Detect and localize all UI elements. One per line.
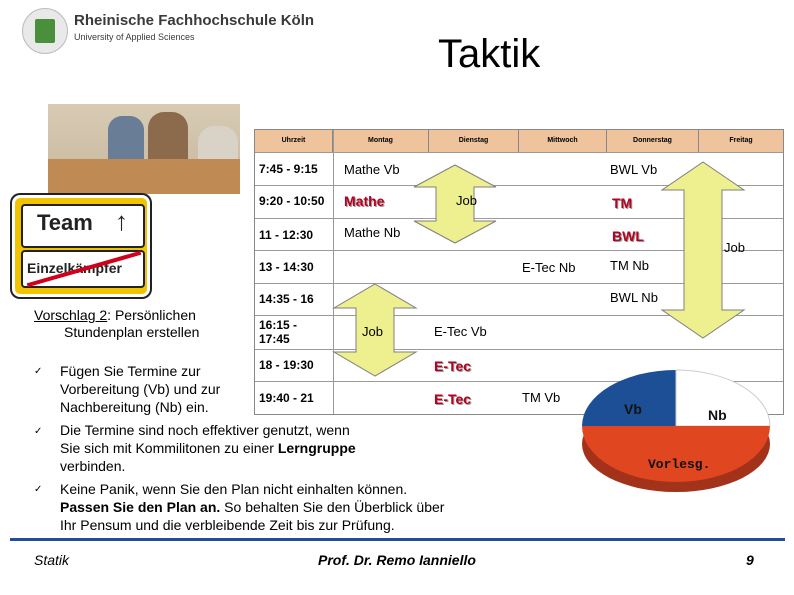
footer-left: Statik	[34, 552, 70, 568]
entry-mathe: Mathe	[344, 193, 385, 209]
pie-chart-image	[578, 366, 774, 496]
time-slot: 14:35 - 16	[259, 292, 314, 306]
vorschlag-label: Vorschlag 2	[34, 307, 108, 323]
bullet-2-line: Die Termine sind noch effektiver genutzt, wenn	[60, 422, 350, 438]
entry-etec-2: E-Tec	[434, 391, 472, 407]
entry-bwl: BWL	[612, 228, 644, 244]
students-photo	[48, 104, 240, 194]
sign-einzelkaempfer-text: Einzelkämpfer	[27, 260, 122, 276]
pie-slice-vb	[582, 370, 676, 426]
bullet-3-line: Ihr Pensum und die verbleibende Zeit bis zur Prüfung.	[60, 517, 395, 533]
entry-tm: TM	[612, 195, 633, 211]
time-slot: 13 - 14:30	[259, 260, 314, 274]
sign-team-text: Team	[37, 210, 93, 235]
bullet-1	[60, 362, 220, 416]
arrow-up-icon: ↑	[115, 206, 128, 236]
bullet-2-line: Sie sich mit Kommilitonen zu einer	[60, 440, 274, 456]
time-slot: 11 - 12:30	[259, 228, 314, 242]
time-slot: 7:45 - 9:15	[259, 162, 318, 176]
pie-label-vorlesg: Vorlesg.	[648, 457, 711, 472]
time-slot: 16:15 - 17:45	[259, 318, 298, 346]
pie-label-vb: Vb	[624, 401, 642, 417]
vertical-arrow-job-top	[412, 163, 498, 245]
header-uhrzeit: Uhrzeit	[255, 130, 333, 152]
entry-job-right: Job	[724, 240, 745, 255]
vorschlag-line2: Stundenplan erstellen	[64, 324, 200, 340]
entry-etec-vb: E-Tec Vb	[434, 324, 487, 339]
footer-author: Prof. Dr. Remo Ianniello	[318, 552, 476, 568]
entry-tm-nb: TM Nb	[610, 258, 649, 273]
slide-title: Taktik	[438, 32, 541, 76]
org-subtitle: University of Applied Sciences	[74, 32, 195, 42]
header-mittwoch: Mittwoch	[519, 130, 607, 152]
town-sign-image	[12, 195, 150, 297]
entry-etec-1: E-Tec	[434, 358, 472, 374]
footer-divider	[10, 538, 785, 541]
bullet-2-bold: Lerngruppe	[277, 440, 356, 456]
vorschlag-heading	[34, 307, 196, 323]
time-slot: 19:40 - 21	[259, 391, 314, 405]
org-name: Rheinische Fachhochschule Köln	[74, 12, 315, 29]
page-number: 9	[746, 552, 754, 568]
entry-bwl-vb: BWL Vb	[610, 162, 658, 177]
entry-tm-vb: TM Vb	[522, 390, 561, 405]
entry-bwl-nb: BWL Nb	[610, 290, 658, 305]
vorschlag-text: : Persönlichen	[107, 307, 196, 323]
bullet-1-line: Nachbereitung (Nb) ein.	[60, 399, 209, 415]
entry-job-2: Job	[362, 324, 383, 339]
checkmark-icon: ✓	[34, 484, 43, 495]
entry-mathe-vb: Mathe Vb	[344, 162, 400, 177]
time-slot: 9:20 - 10:50	[259, 194, 325, 208]
bullet-2-line: verbinden.	[60, 458, 126, 474]
header-donnerstag: Donnerstag	[607, 130, 699, 152]
entry-mathe-nb: Mathe Nb	[344, 225, 401, 240]
header-montag: Montag	[333, 130, 429, 152]
bullet-1-line: Vorbereitung (Vb) und zur	[60, 381, 221, 397]
bullet-1-line: Fügen Sie Termine zur	[60, 363, 201, 379]
time-slot: 18 - 19:30	[259, 358, 314, 372]
header-freitag: Freitag	[729, 137, 753, 144]
bullet-3-bold: Passen Sie den Plan an.	[60, 499, 221, 515]
entry-job-1: Job	[456, 193, 477, 208]
bullet-3-line: Keine Panik, wenn Sie den Plan nicht einhalten können.	[60, 481, 408, 497]
bullet-3	[60, 480, 444, 534]
bullet-2	[60, 421, 356, 475]
checkmark-icon: ✓	[34, 426, 43, 437]
pie-label-nb: Nb	[708, 407, 727, 423]
entry-etec-nb: E-Tec Nb	[522, 260, 576, 275]
header-dienstag: Dienstag	[429, 130, 519, 152]
bullet-3-line: So behalten Sie den Überblick über	[220, 499, 445, 515]
slide-header	[0, 0, 794, 90]
university-logo	[22, 8, 68, 54]
checkmark-icon: ✓	[34, 366, 43, 377]
